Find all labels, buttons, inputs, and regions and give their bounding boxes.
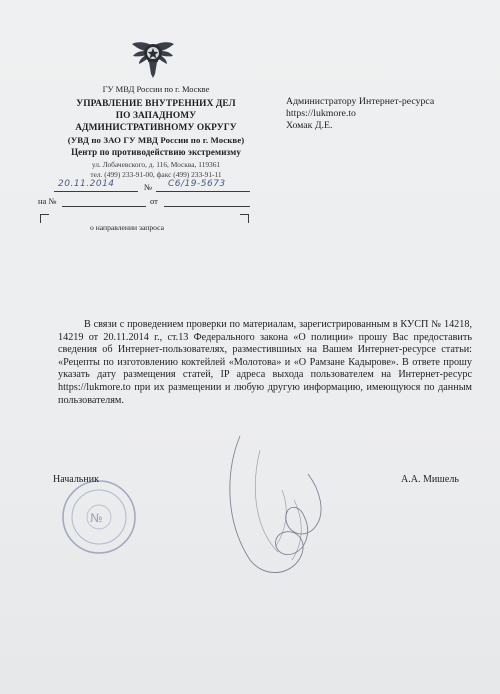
signatory-position: Начальник <box>53 474 99 485</box>
letterhead-phones: тел. (499) 233-91-00, факс (499) 233-91-11 <box>90 170 222 179</box>
addressee-site: https://lukmore.to <box>286 108 356 119</box>
number-line <box>156 191 250 192</box>
letter-body <box>58 319 472 407</box>
handwritten-date: 20.11.2014 <box>58 179 115 189</box>
ministry-name: ГУ МВД России по г. Москве <box>102 84 210 94</box>
subject-bracket-right <box>240 214 249 223</box>
department-abbreviation: (УВД по ЗАО ГУ МВД России по г. Москве) <box>67 135 245 145</box>
date-line <box>54 191 138 192</box>
reply-to-label: на № <box>38 196 57 206</box>
number-sign: № <box>144 182 153 192</box>
department-line-3: АДМИНИСТРАТИВНОМУ ОКРУГУ <box>75 123 237 133</box>
addressee-name: Хомак Д.Е. <box>286 120 333 131</box>
body-paragraph: В связи с проведением проверки по материалам, зарегистрированным в КУСП № 14218, 14219 от 20.11.2014 г., ст.13 Федерального закона «О полиции» прошу Вас предоставить сведения об Интернет-пользователях, разместившиых на Вашем Интернет-ресурсе статьи: «Рецепты по изготовлению коктейлей «Молотова» и «О Рамзане Кадырове». В ответе прошу указать дату размещения статей, IP адреса выхода пользователем на Интернет-ресурс https://lukmore.to при их размещении и любую другую информацию, имеющуюся по данным пользователям. <box>58 319 472 406</box>
subject-line: о направлении запроса <box>90 223 164 232</box>
round-stamp <box>60 478 138 556</box>
subject-bracket-left <box>40 214 49 223</box>
reply-date-line <box>164 206 250 207</box>
handwritten-number: С6/19-5673 <box>168 179 226 189</box>
reply-number-line <box>62 206 146 207</box>
department-line-1: УПРАВЛЕНИЕ ВНУТРЕННИХ ДЕЛ <box>76 99 236 109</box>
mvd-emblem-icon <box>131 40 175 82</box>
signatory-name: А.А. Мишель <box>401 474 459 485</box>
center-name: Центр по противодействию экстремизму <box>71 147 241 157</box>
department-line-2: ПО ЗАПАДНОМУ <box>115 111 197 121</box>
reply-date-label: от <box>150 196 158 206</box>
addressee-title: Администратору Интернет-ресурса <box>286 96 435 107</box>
handwritten-signature <box>220 430 340 580</box>
letterhead-address: ул. Лобачевского, д. 116, Москва, 119361 <box>91 160 221 169</box>
stamp-number: № <box>90 511 103 525</box>
